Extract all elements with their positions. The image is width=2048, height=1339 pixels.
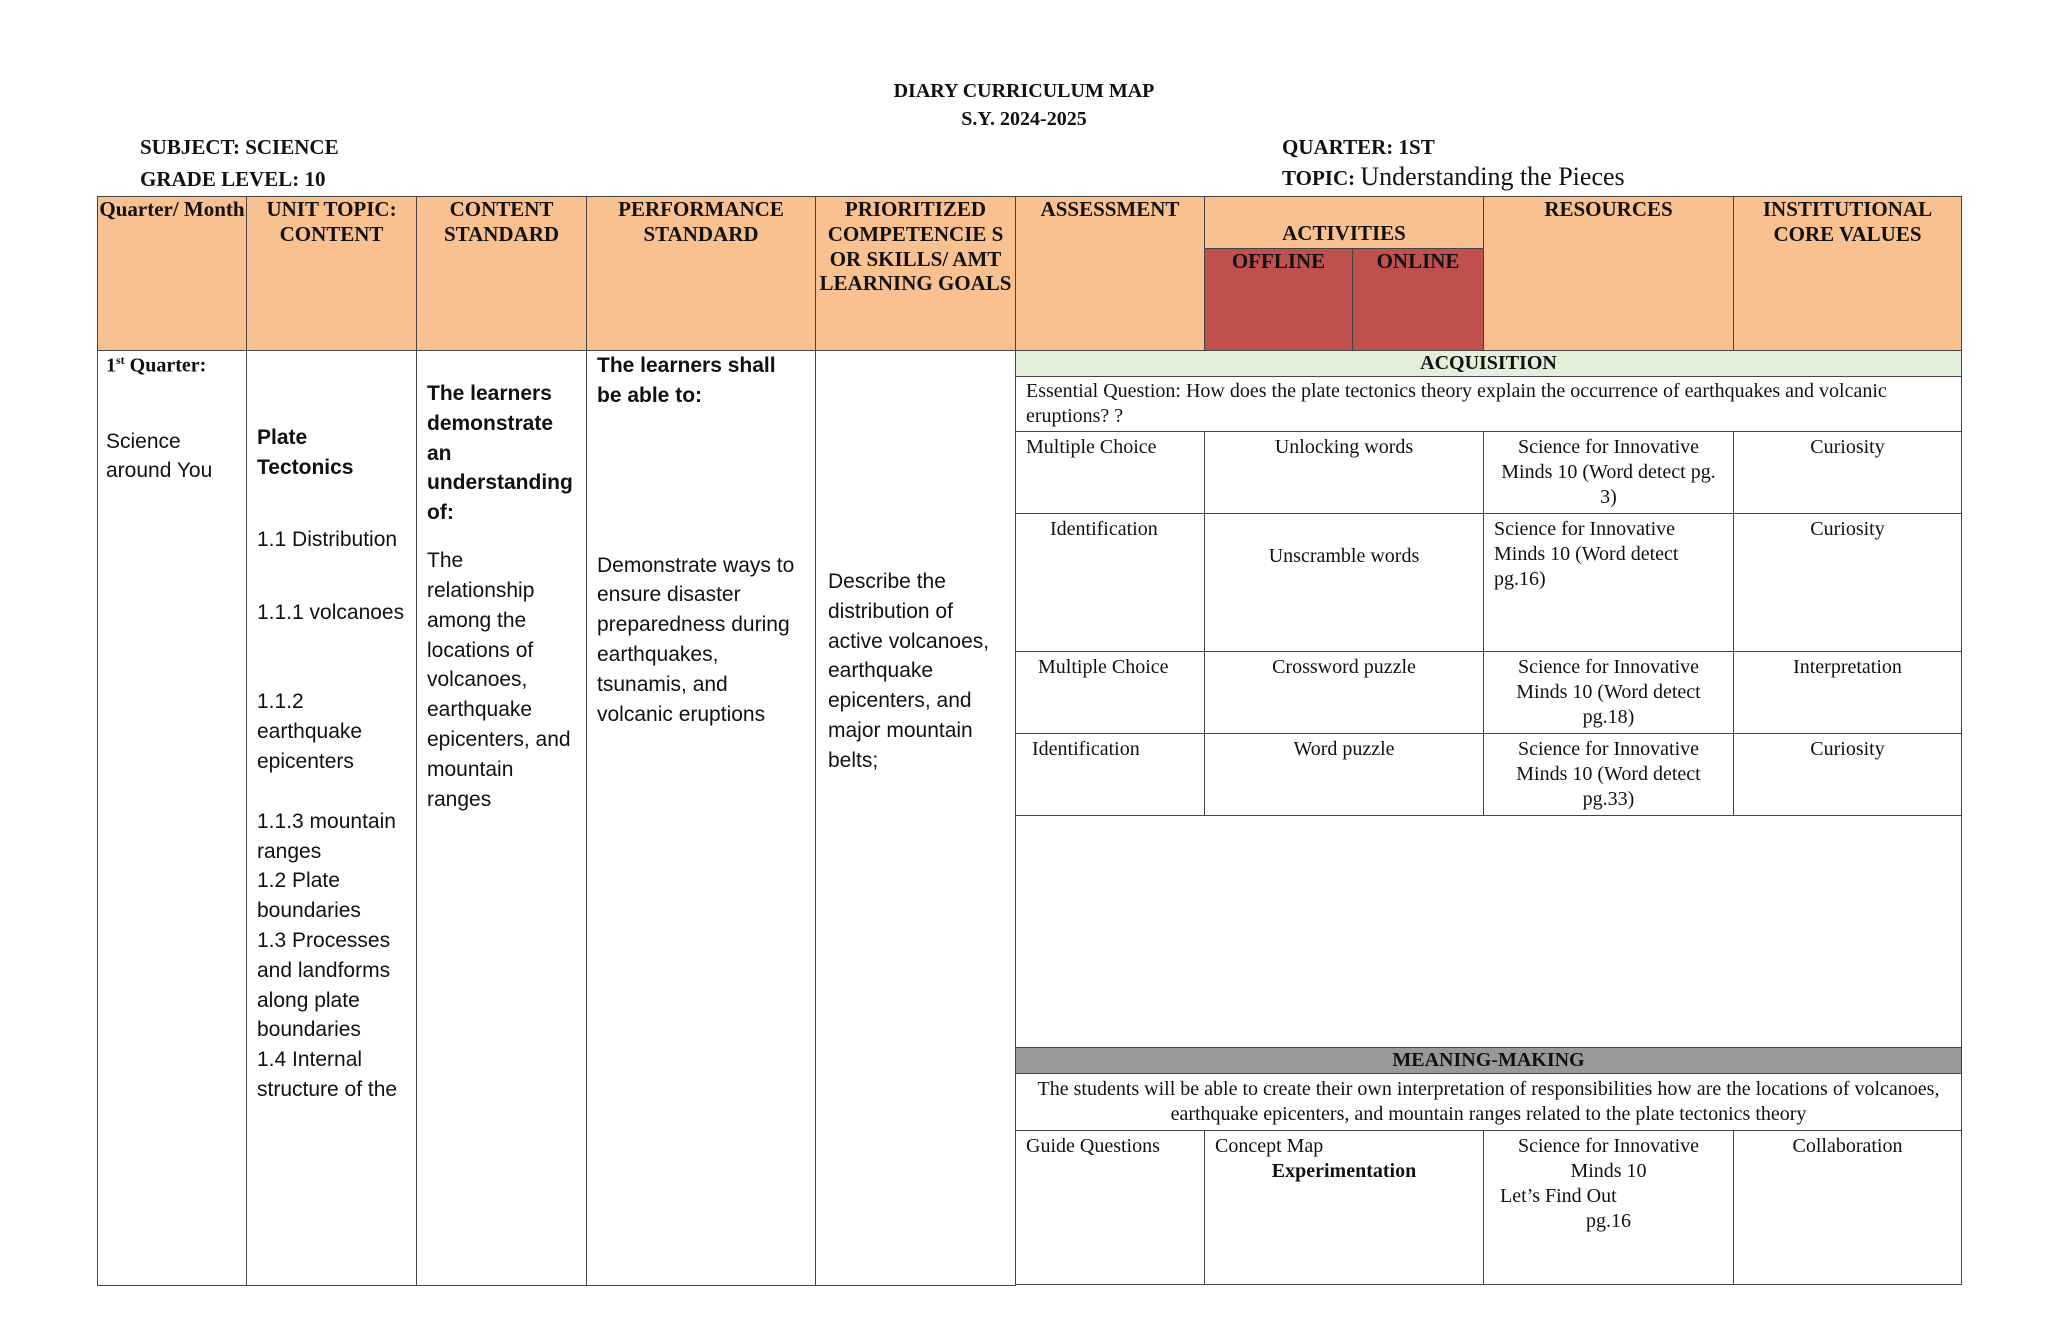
unit-item: 1.1.2 earthquake epicenters bbox=[257, 690, 363, 773]
core-value-cell: Curiosity bbox=[1734, 514, 1962, 652]
resource-cell: Science for Innovative Minds 10 (Word detect pg. 3) bbox=[1484, 432, 1734, 514]
core-value-cell: Collaboration bbox=[1734, 1131, 1962, 1285]
topic-line bbox=[1282, 162, 1625, 192]
activity-cell: Unscramble words bbox=[1205, 514, 1484, 652]
header-offline: OFFLINE bbox=[1205, 249, 1353, 351]
resource-lets-find-out: Let’s Find Out bbox=[1500, 1185, 1617, 1207]
quarter-label: QUARTER: 1ST bbox=[1282, 135, 1435, 159]
resource-cell: Science for Innovative Minds 10 (Word detect pg.16) bbox=[1484, 514, 1734, 652]
header-competencies: PRIORITIZED COMPETENCIE S OR SKILLS/ AMT LEARNING GOALS bbox=[816, 197, 1016, 351]
header-performance-standard: PERFORMANCE STANDARD bbox=[587, 197, 816, 351]
activity-cell: Unlocking words bbox=[1205, 432, 1484, 514]
content-standard-cell bbox=[417, 351, 587, 1286]
header-quarter-month: Quarter/ Month bbox=[98, 197, 247, 351]
header-activities: ACTIVITIES bbox=[1205, 197, 1484, 249]
activity-cell: Word puzzle bbox=[1205, 734, 1484, 816]
unit-topic-cell bbox=[247, 351, 417, 1286]
assessment-cell: Identification bbox=[1016, 734, 1205, 816]
resource-cell bbox=[1484, 1131, 1734, 1285]
grade-level-label: GRADE LEVEL: 10 bbox=[140, 167, 326, 191]
competency-text: Describe the distribution of active volcanoes, earthquake epicenters, and major mountain belts; bbox=[828, 570, 990, 772]
header-unit-topic: UNIT TOPIC: CONTENT bbox=[247, 197, 417, 351]
resource-page: pg.16 bbox=[1586, 1210, 1631, 1232]
empty-area bbox=[1016, 816, 1962, 1048]
activity-experimentation: Experimentation bbox=[1271, 1160, 1417, 1182]
unit-item: 1.1 Distribution bbox=[257, 527, 398, 551]
acquisition-band: ACQUISITION bbox=[1016, 351, 1962, 377]
performance-standard-lead: The learners shall be able to: bbox=[597, 354, 776, 407]
meaning-making-statement: The students will be able to create their own interpretation of responsibilities how are the locations of volcanoes, earthquake epicenters, and mountain ranges related to the plate tectonics theory bbox=[1016, 1074, 1962, 1131]
assessment-cell: Multiple Choice bbox=[1016, 432, 1205, 514]
activity-cell: Crossword puzzle bbox=[1205, 652, 1484, 734]
activity-cell bbox=[1205, 1131, 1484, 1285]
unit-item: 1.3 Processes and landforms along plate boundaries bbox=[257, 928, 391, 1042]
topic-label: TOPIC: bbox=[1282, 166, 1356, 190]
quarter-label-cell: 1st Quarter: bbox=[106, 353, 207, 377]
unit-title: Plate Tectonics bbox=[257, 426, 354, 479]
core-value-cell: Curiosity bbox=[1734, 432, 1962, 514]
assessment-cell: Guide Questions bbox=[1016, 1131, 1205, 1285]
topic-value: Understanding the Pieces bbox=[1360, 162, 1625, 191]
header-core-values: INSTITUTIONAL CORE VALUES bbox=[1734, 197, 1962, 351]
performance-standard-text: Demonstrate ways to ensure disaster preparedness during earthquakes, tsunamis, and volcanic eruptions bbox=[597, 553, 795, 726]
resource-book: Science for Innovative Minds 10 bbox=[1517, 1135, 1700, 1182]
month-text: Science around You bbox=[106, 429, 213, 483]
resource-cell: Science for Innovative Minds 10 (Word detect pg.18) bbox=[1484, 652, 1734, 734]
header-online: ONLINE bbox=[1353, 249, 1484, 351]
activity-concept-map: Concept Map bbox=[1215, 1135, 1324, 1157]
document-title: DIARY CURRICULUM MAP bbox=[893, 80, 1155, 102]
school-year: S.Y. 2024-2025 bbox=[961, 108, 1087, 130]
header-resources: RESOURCES bbox=[1484, 197, 1734, 351]
core-value-cell: Curiosity bbox=[1734, 734, 1962, 816]
meaning-making-band: MEANING-MAKING bbox=[1016, 1048, 1962, 1074]
competency-cell bbox=[816, 351, 1016, 1286]
header-content-standard: CONTENT STANDARD bbox=[417, 197, 587, 351]
subject-label: SUBJECT: SCIENCE bbox=[140, 135, 339, 159]
header-assessment: ASSESSMENT bbox=[1016, 197, 1205, 351]
unit-item: 1.4 Internal structure of the bbox=[257, 1048, 398, 1101]
performance-standard-cell bbox=[587, 351, 816, 1286]
resource-cell: Science for Innovative Minds 10 (Word detect pg.33) bbox=[1484, 734, 1734, 816]
curriculum-map-table bbox=[97, 196, 1962, 1286]
essential-question: Essential Question: How does the plate tectonics theory explain the occurrence of earthquakes and volcanic eruptions? ? bbox=[1016, 377, 1962, 432]
core-value-cell: Interpretation bbox=[1734, 652, 1962, 734]
unit-item: 1.1.1 volcanoes bbox=[257, 601, 405, 625]
unit-item: 1.2 Plate boundaries bbox=[257, 869, 361, 923]
content-standard-text: The relationship among the locations of volcanoes, earthquake epicenters, and mountain ranges bbox=[427, 549, 571, 811]
content-standard-lead: The learners demonstrate an understanding of: bbox=[427, 382, 573, 525]
unit-item: 1.1.3 mountain ranges bbox=[257, 809, 396, 863]
assessment-cell: Identification bbox=[1016, 514, 1205, 652]
assessment-cell: Multiple Choice bbox=[1016, 652, 1205, 734]
quarter-cell bbox=[98, 351, 247, 1286]
